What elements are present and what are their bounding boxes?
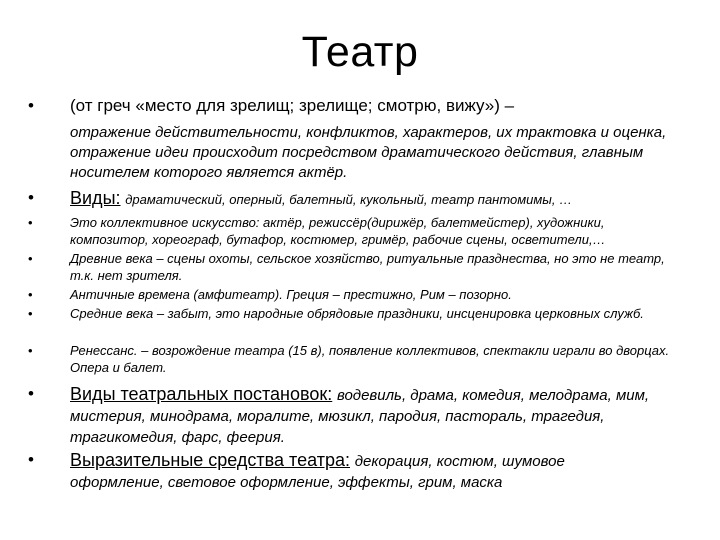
bullet-item-expressive-means xyxy=(28,450,696,493)
bullet-marker: • xyxy=(28,384,34,403)
productions-body: водевиль, драма, комедия, мелодрама, мим, мистерия, минодрама, моралите, мюзикл, пародия, пастораль, трагедия, трагикомедия, фарс, феерия. xyxy=(70,387,650,446)
bullet-item-definition xyxy=(28,96,696,183)
definition-body: отражение действительности, конфликтов, характеров, их трактовка и оценка, отражение идеи происходит посредством драматического действия, главным носителем которого является актёр. xyxy=(70,124,667,181)
renaissance-body: Ренессанс. – возрождение театра (15 в), появление коллективов, спектакли играли во дворцах. Опера и балет. xyxy=(70,343,670,375)
middle-ages-body: Средние века – забыт, это народные обрядовые праздники, инсценировка церковных служб. xyxy=(70,306,644,321)
ancient-ages-body: Древние века – сцены охоты, сельское хозяйство, ритуальные празднества, но это не театр, т.к. нет зрителя. xyxy=(70,251,665,283)
bullet-marker: • xyxy=(28,215,33,230)
bullet-item-middle-ages xyxy=(28,305,696,322)
bullet-marker: • xyxy=(28,96,34,115)
bullet-item-productions xyxy=(28,384,696,448)
collective-body: Это коллективное искусство: актёр, режиссёр(дирижёр, балетмейстер), художники, композитор, хореограф, бутафор, костюмер, гримёр, рабочие сцены, осветители,… xyxy=(70,215,606,247)
definition-lead: (от греч «место для зрелищ; зрелище; смотрю, вижу») – xyxy=(70,96,515,115)
bullet-marker: • xyxy=(28,251,33,266)
bullet-marker: • xyxy=(28,343,33,358)
antiquity-body: Античные времена (амфитеатр). Греция – престижно, Рим – позорно. xyxy=(70,287,512,302)
kinds-body: драматический, оперный, балетный, кукольный, театр пантомимы, … xyxy=(125,192,573,207)
bullet-item-antiquity xyxy=(28,286,696,303)
expressive-means-body: декорация, костюм, шумовое оформление, световое оформление, эффекты, грим, маска xyxy=(70,453,565,491)
kinds-heading: Виды: xyxy=(70,188,121,208)
slide-title: Театр xyxy=(301,28,419,76)
bullet-marker: • xyxy=(28,306,33,321)
expressive-means-heading: Выразительные средства театра: xyxy=(70,450,350,470)
productions-heading: Виды театральных постановок: xyxy=(70,384,333,404)
bullet-marker: • xyxy=(28,287,33,302)
bullet-item-kinds xyxy=(28,188,696,209)
bullet-item-renaissance xyxy=(28,342,696,376)
bullet-item-ancient-ages xyxy=(28,250,696,284)
bullet-marker: • xyxy=(28,188,34,207)
bullet-marker: • xyxy=(28,450,34,469)
bullet-item-collective xyxy=(28,214,696,248)
